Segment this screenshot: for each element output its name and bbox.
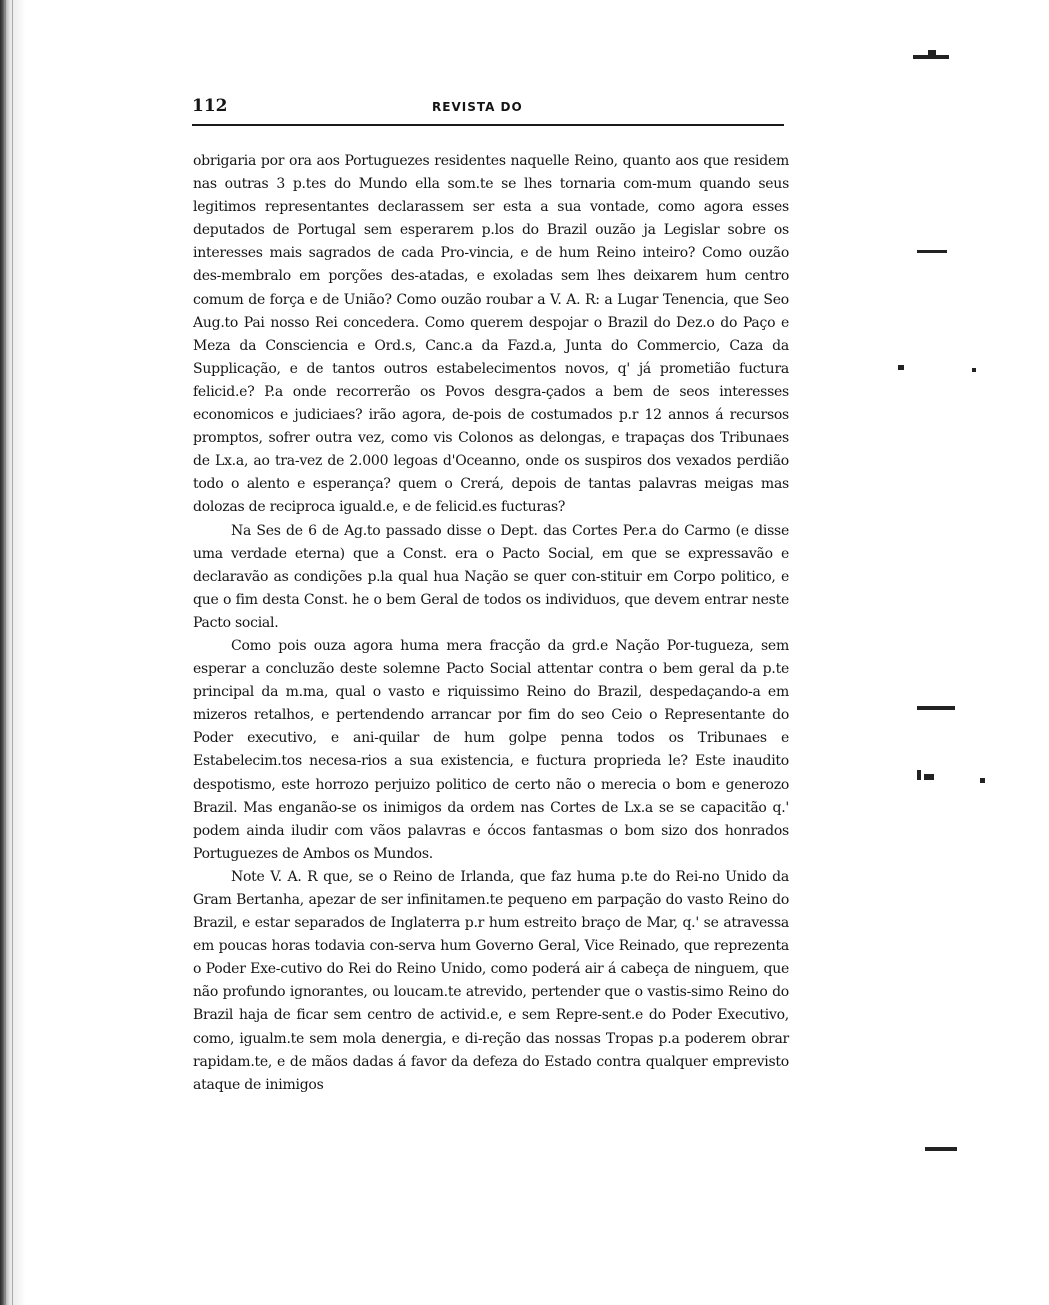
scan-mark	[917, 706, 955, 710]
scan-mark	[925, 1147, 957, 1151]
binding-line	[12, 0, 13, 1305]
page-number: 112	[192, 96, 228, 116]
scan-mark	[972, 368, 976, 372]
paragraph: Na Ses de 6 de Ag.to passado disse o Dept. das Cortes Per.a do Carmo (e disse uma verdade eterna) que a Const. era o Pacto Social, em que se expressavão e declaravão as condições p.la qual hua Nação se quer con-stituir em Corpo politico, e que o fim desta Const. he o bem Geral de todos os individuos, que devem entrar neste Pacto social.	[193, 522, 789, 631]
scan-mark	[898, 365, 904, 370]
paragraph: obrigaria por ora aos Portuguezes residentes naquelle Reino, quanto aos que residem nas outras 3 p.tes do Mundo ella som.te se lhes tornaria com-mum quando seus legitimos representantes declarassem ser esta a sua vontade, como agora esses deputados de Portugal sem esperarem p.los do Brazil ouzão ja Legislar sobre os interesses mais sagrados de cada Pro-vincia, e de hum Reino inteiro? Como ouzão des-membralo em porções des-atadas, e exoladas sem lhes deixarem hum centro comum de força e de União? Como ouzão roubar a V. A. R: a Lugar Tenencia, que Seo Aug.to Pai nosso Rei concedera. Como querem despojar o Brazil do Dez.o do Paço e Meza da Consciencia e Ord.s, Canc.a da Fazd.a, Junta do Commercio, Caza da Supplicação, e de tantos outros estabelecimentos novos, q' já prometião fuctura felicid.e? P.a onde recorrerão os Povos desgra-çados a bem de seos interesses economicos e judiciaes? irão agora, de-pois de costumados p.r 12 annos á recursos promptos, sofrer outra vez, como vis Colonos as delongas, e trapaças dos Tribunaes de Lx.a, ao tra-vez de 2.000 legoas d'Oceanno, onde os suspiros dos vexados perdião todo o alento e esperança? quem o Crerá, depois de tantas palavras meigas mas dolozas de reciproca iguald.e, e de felicid.es fucturas?	[193, 153, 789, 516]
running-title: REVISTA DO	[432, 100, 523, 114]
scan-mark	[917, 770, 921, 780]
scan-mark	[928, 50, 936, 56]
scan-mark	[917, 250, 947, 253]
binding-line	[5, 0, 6, 1305]
header-rule	[192, 124, 784, 126]
scan-mark	[980, 778, 985, 783]
page-header	[192, 96, 784, 122]
page-binding-edge	[0, 0, 26, 1305]
scan-mark	[924, 774, 934, 780]
body-text	[193, 150, 789, 1097]
paragraph: Note V. A. R que, se o Reino de Irlanda, que faz huma p.te do Rei-no Unido da Gram Bertanha, apezar de ser infinitamen.te pequeno em parpação do vasto Reino do Brazil, e estar separados de Inglaterra p.r hum estreito braço de Mar, q.' se atravessa em poucas horas todavia con-serva hum Governo Geral, Vice Reinado, que reprezenta o Poder Exe-cutivo do Rei do Reino Unido, como poderá air á cabeça de ninguem, que não profundo ignorantes, ou loucam.te atrevido, pertender que o vastis-simo Reino do Brazil haja de ficar sem centro de activid.e, e sem Repre-sent.e do Poder Executivo, como, igualm.te sem mola denergia, e di-reção das nossas Tropas p.a poderem obrar rapidam.te, e de mãos dadas á favor da defeza do Estado contra qualquer emprevisto ataque de inimigos	[193, 868, 789, 1093]
paragraph: Como pois ouza agora huma mera fracção da grd.e Nação Por-tugueza, sem esperar a concluzão deste solemne Pacto Social attentar contra o bem geral da p.te principal da m.ma, qual o vasto e riquissimo Reino do Brazil, despedaçando-a em mizeros retalhos, e pertendendo arrancar por fim do seo Ceio o Representante do Poder executivo, e ani-quilar de hum golpe penna todos os Tribunaes e Estabelecim.tos necesa-rios a sua existencia, e fuctura proprieda le? Este inaudito despotismo, este horrozo perjuizo politico de certo não o merecia o bom e generozo Brazil. Mas enganão-se os inimigos da ordem nas Cortes de Lx.a se se capacitão q.' podem ainda iludir com vãos palavras e óccos fantasmas o bom sizo dos honrados Portuguezes de Ambos os Mundos.	[193, 637, 789, 862]
